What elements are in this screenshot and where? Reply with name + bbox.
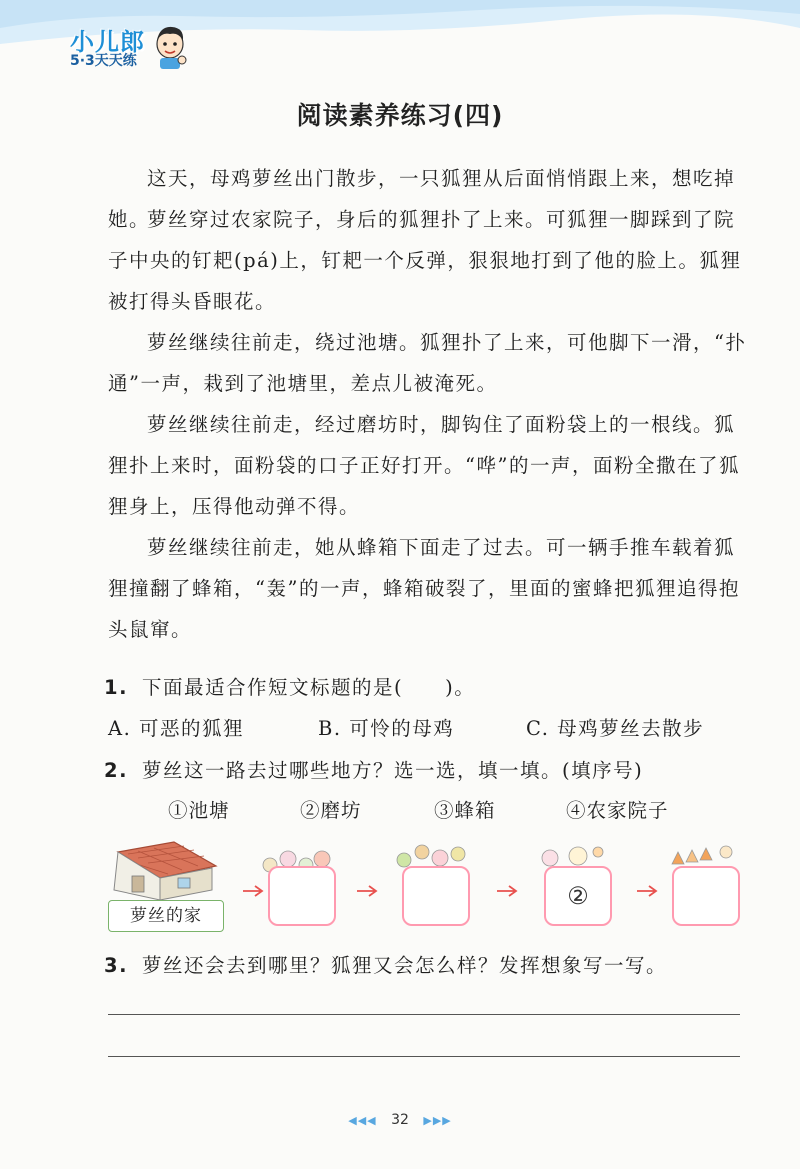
question-3	[104, 950, 667, 978]
page-number: 32	[391, 1112, 409, 1128]
story-paragraph: 萝丝继续往前走，经过磨坊时，脚钩住了面粉袋上的一根线。狐狸扑上来时，面粉袋的口子正好打开。“哗”的一声，面粉全撒在了狐狸身上，压得他动弹不得。	[108, 413, 740, 518]
flower-decoration-icon	[532, 838, 616, 868]
story-paragraph: 萝丝穿过农家院子，身后的狐狸扑了上来。可狐狸一脚踩到了院子中央的钉耙(pá)上，钉耙一个反弹，狠狠地打到了他的脸上。狐狸被打得头昏眼花。	[108, 208, 742, 313]
page-right-arrows-icon: ▶▶▶	[423, 1114, 452, 1127]
option-a: A. 可恶的狐狸	[108, 717, 244, 740]
question-2	[104, 755, 643, 783]
arrow-right-icon	[242, 884, 264, 898]
answer-box[interactable]	[268, 866, 336, 926]
place-option-farmyard: ④农家院子	[566, 799, 669, 822]
answer-box-filled-value: ②	[567, 882, 589, 910]
question-number: 3.	[104, 954, 128, 977]
logo-subtitle: 5·3天天练	[70, 53, 137, 69]
logo-title: 小儿郎	[70, 28, 145, 56]
story-paragraph: 萝丝继续往前走，绕过池塘。狐狸扑了上来，可他脚下一滑，“扑通”一声，栽到了池塘里，差点儿被淹死。	[108, 331, 747, 395]
page-left-arrows-icon: ◀◀◀	[348, 1114, 377, 1127]
writing-line[interactable]	[108, 1014, 740, 1015]
question-1	[104, 672, 475, 700]
answer-box[interactable]	[402, 866, 470, 926]
place-option-beehive: ③蜂箱	[434, 799, 496, 822]
place-option-mill: ②磨坊	[300, 799, 362, 822]
page-footer	[0, 1112, 800, 1128]
story-paragraph: 萝丝继续往前走，她从蜂箱下面走了过去。可一辆手推车载着狐狸撞翻了蜂箱，“轰”的一声，蜂箱破裂了，里面的蜜蜂把狐狸追得抱头鼠窜。	[108, 536, 740, 641]
question-number: 1.	[104, 676, 128, 699]
writing-line[interactable]	[108, 1056, 740, 1057]
story-paragraph: 这天，母鸡萝丝出门散步，一只狐狸从后面悄悄跟上来，想吃掉她。	[108, 167, 736, 231]
publisher-logo	[68, 22, 198, 74]
arrow-right-icon	[636, 884, 658, 898]
option-c: C. 母鸡萝丝去散步	[526, 717, 705, 740]
answer-box[interactable]	[672, 866, 740, 926]
question-text: 萝丝这一路去过哪些地方？选一选，填一填。(填序号)	[141, 759, 644, 782]
question-text: 下面最适合作短文标题的是( )。	[141, 676, 476, 699]
house-illustration	[104, 838, 220, 904]
place-option-pond: ①池塘	[168, 799, 230, 822]
arrow-right-icon	[496, 884, 518, 898]
option-b: B. 可怜的母鸡	[318, 717, 455, 740]
question-text: 萝丝还会去到哪里？狐狸又会怎么样？发挥想象写一写。	[141, 954, 667, 977]
question-number: 2.	[104, 759, 128, 782]
page-title: 阅读素养练习(四)	[296, 101, 504, 130]
boy-mascot-icon	[150, 22, 190, 70]
arrow-right-icon	[356, 884, 378, 898]
start-label-rosie-home: 萝丝的家	[108, 900, 224, 932]
